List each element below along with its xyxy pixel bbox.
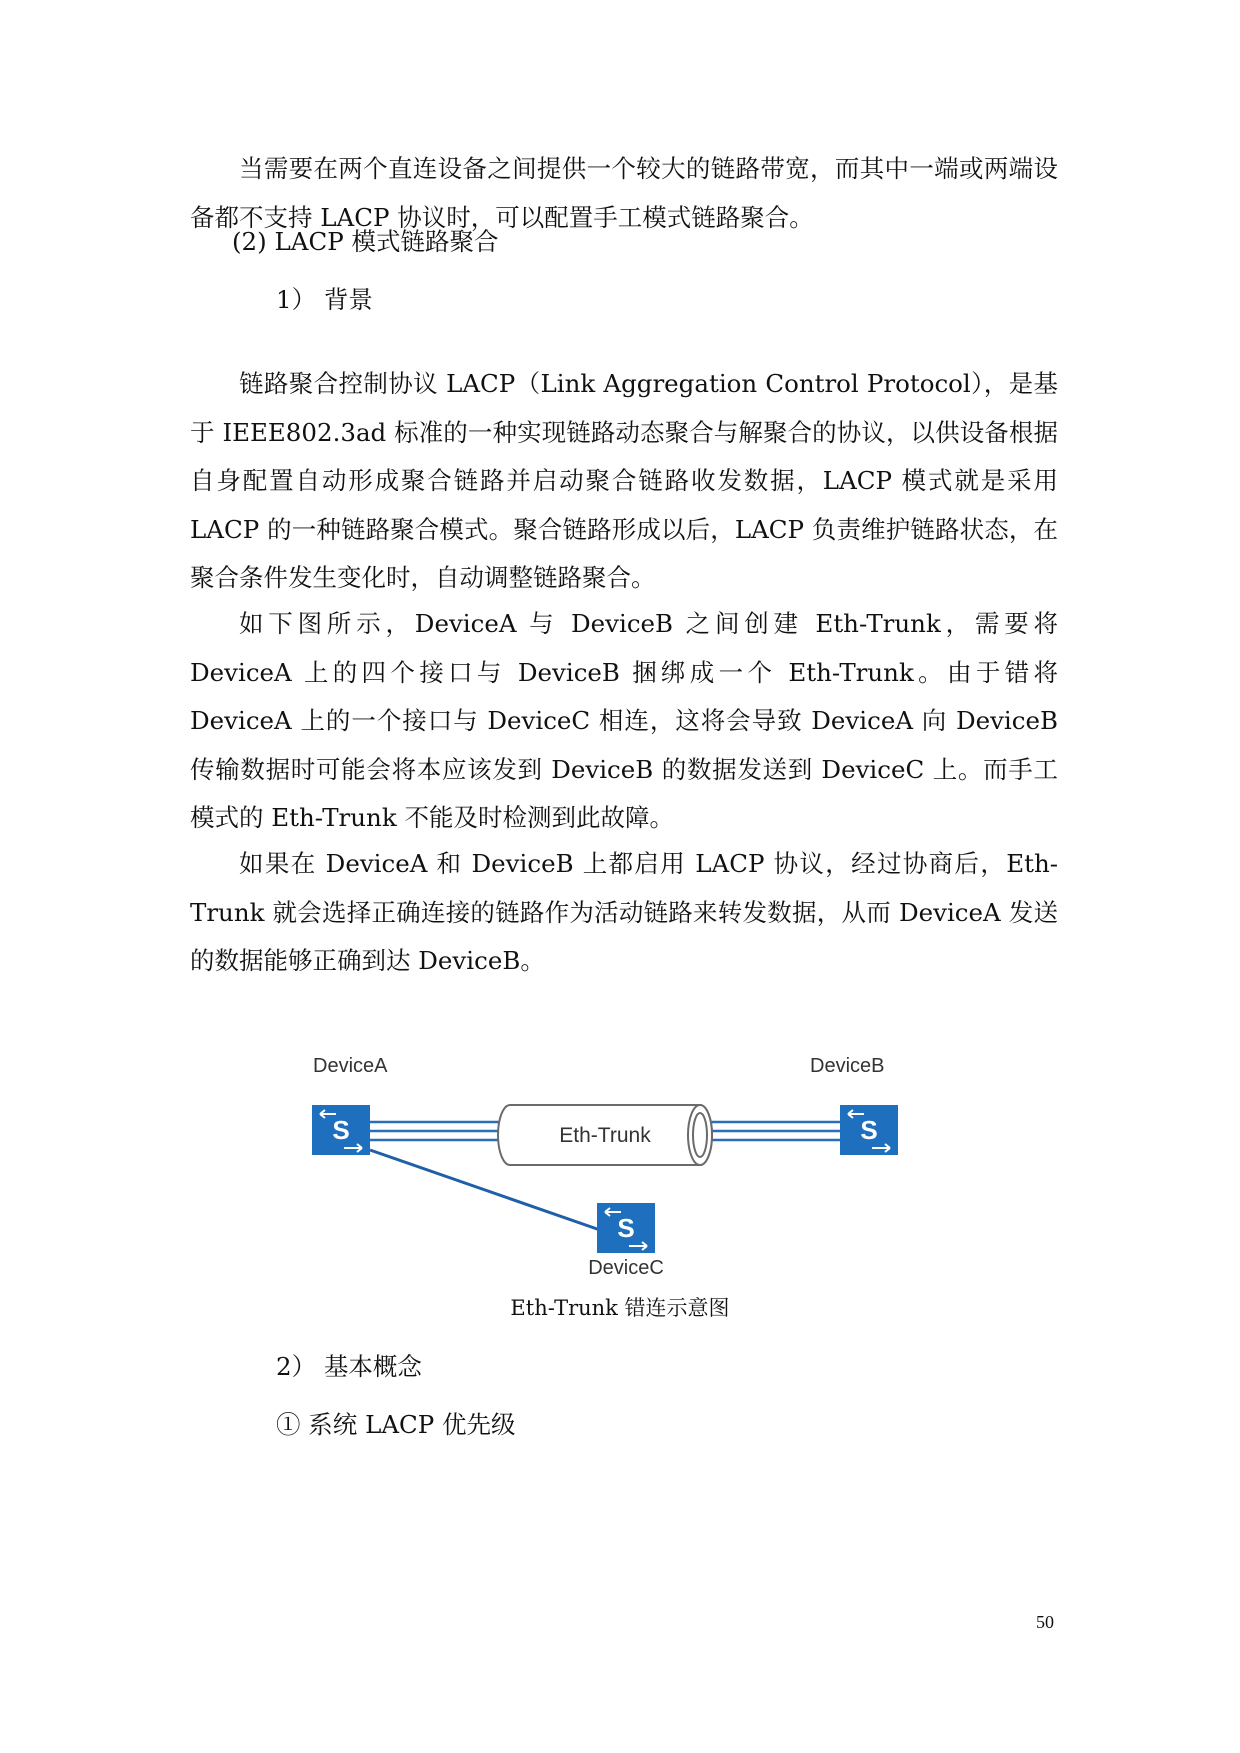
device-c-label: DeviceC xyxy=(588,1257,664,1279)
heading-lacp-mode: (2) LACP 模式链路聚合 xyxy=(232,227,499,256)
figure-caption: Eth-Trunk 错连示意图 xyxy=(510,1296,730,1320)
page-number: 50 xyxy=(1036,1612,1054,1632)
switch-icon: S xyxy=(332,1115,350,1145)
paragraph-manual-mode: 当需要在两个直连设备之间提供一个较大的链路带宽，而其中一端或两端设备都不支持 LACP 协议时，可以配置手工模式链路聚合。 xyxy=(190,154,1058,232)
trunk-links-b xyxy=(710,1122,840,1140)
switch-icon: S xyxy=(860,1115,878,1145)
heading-system-lacp-priority: ① 系统 LACP 优先级 xyxy=(276,1410,516,1439)
paragraph-lacp-definition: 链路聚合控制协议 LACP（Link Aggregation Control Protocol），是基于 IEEE802.3ad 标准的一种实现链路动态聚合与解聚合的协议，以供设备根据自身配置自动形成聚合链路并启动聚合链路收发数据，LACP 模式就是采用 LACP 的一种链路聚合模式。聚合链路形成以后，LACP 负责维护链路状态，在聚合条件发生变化时，自动调整链路聚合。 xyxy=(190,369,1058,592)
device-c-switch xyxy=(588,1203,664,1279)
paragraph-topology-description: 如下图所示，DeviceA 与 DeviceB 之间创建 Eth-Trunk，需要将 DeviceA 上的四个接口与 DeviceB 捆绑成一个 Eth-Trunk。由于错将 DeviceA 上的一个接口与 DeviceC 相连，这将会导致 DeviceA 向 DeviceB 传输数据时可能会将本应该发到 DeviceB 的数据发送到 DeviceC 上。而手工模式的 Eth-Trunk 不能及时检测到此故障。 xyxy=(190,609,1058,832)
switch-icon: S xyxy=(617,1213,635,1243)
device-a-label: DeviceA xyxy=(313,1055,388,1077)
paragraph-lacp-benefit: 如果在 DeviceA 和 DeviceB 上都启用 LACP 协议，经过协商后，Eth-Trunk 就会选择正确连接的链路作为活动链路来转发数据，从而 DeviceA 发送的数据能够正确到达 DeviceB。 xyxy=(190,849,1058,975)
eth-trunk-diagram xyxy=(310,1030,930,1280)
eth-trunk-tube xyxy=(498,1105,712,1165)
eth-trunk-label: Eth-Trunk xyxy=(559,1124,651,1147)
device-b-label: DeviceB xyxy=(810,1055,885,1077)
heading-basic-concepts: 2） 基本概念 xyxy=(276,1352,422,1381)
heading-background: 1） 背景 xyxy=(276,285,373,314)
